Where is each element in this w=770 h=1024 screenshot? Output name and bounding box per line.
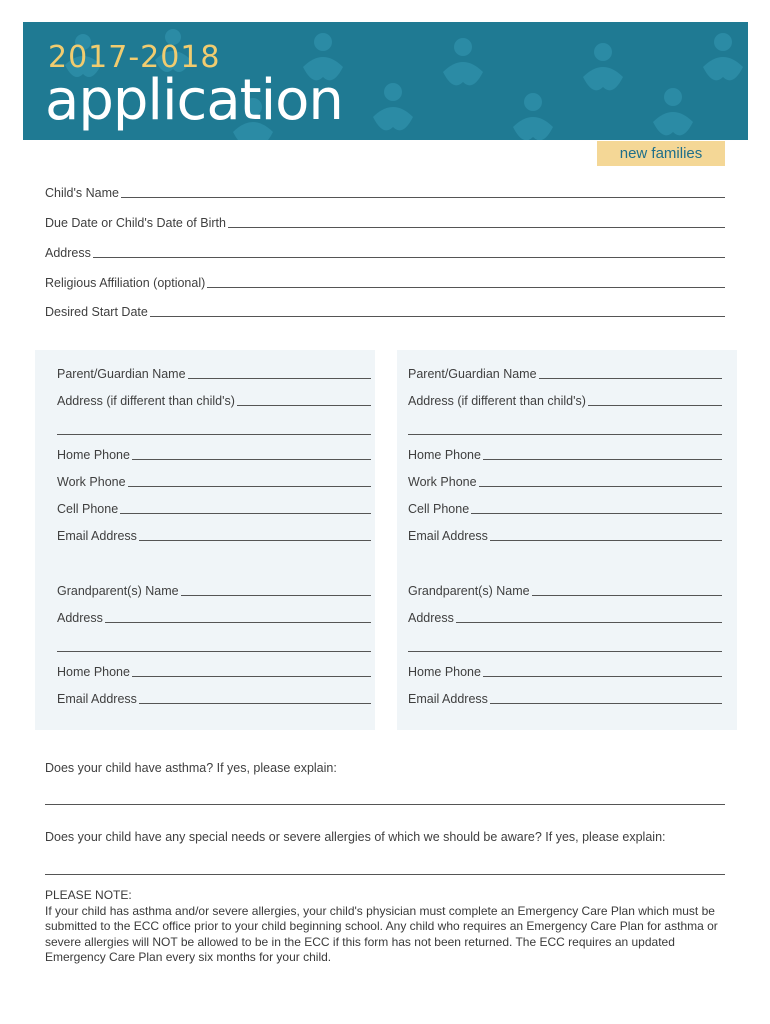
parent-guardian-name-field[interactable] <box>57 367 371 381</box>
school-year: 2017-2018 <box>48 40 221 75</box>
fill-line[interactable] <box>479 486 722 487</box>
field-label: Grandparent(s) Name <box>57 584 179 598</box>
grandparent-home-phone-field[interactable] <box>408 665 722 679</box>
childs-name-field[interactable] <box>45 186 725 200</box>
fill-line[interactable] <box>237 405 371 406</box>
grandparent-email-field[interactable] <box>57 692 371 706</box>
grandparent-name-field[interactable] <box>57 584 371 598</box>
field-label: Address <box>408 611 454 625</box>
parent-guardian-name-field[interactable] <box>408 367 722 381</box>
grandparent-address-line-2[interactable] <box>408 638 722 654</box>
field-label: Address <box>45 246 91 260</box>
field-label: Address (if different than child's) <box>57 394 235 408</box>
field-label: Cell Phone <box>57 502 119 516</box>
email-address-field[interactable] <box>57 529 371 543</box>
field-label: Address (if different than child's) <box>408 394 586 408</box>
fill-line[interactable] <box>139 540 371 541</box>
fill-line[interactable] <box>456 622 722 623</box>
fill-line[interactable] <box>139 703 371 704</box>
fill-line[interactable] <box>490 703 722 704</box>
field-label: Email Address <box>408 529 488 543</box>
fill-line[interactable] <box>57 434 371 435</box>
fill-line[interactable] <box>128 486 371 487</box>
fill-line[interactable] <box>132 676 371 677</box>
parent-address-field[interactable] <box>57 394 371 408</box>
parent-address-line-2[interactable] <box>408 421 722 437</box>
grandparent-address-field[interactable] <box>57 611 371 625</box>
field-label: Parent/Guardian Name <box>57 367 186 381</box>
field-label: Religious Affiliation (optional) <box>45 276 206 290</box>
fill-line[interactable] <box>408 651 722 652</box>
fill-line[interactable] <box>57 651 371 652</box>
guardian-panel-2 <box>397 350 737 730</box>
field-label: Email Address <box>57 529 137 543</box>
grandparent-address-line-2[interactable] <box>57 638 371 654</box>
fill-line[interactable] <box>121 197 725 198</box>
parent-address-line-2[interactable] <box>57 421 371 437</box>
field-label: Grandparent(s) Name <box>408 584 530 598</box>
fill-line[interactable] <box>188 378 371 379</box>
field-label: Child's Name <box>45 186 119 200</box>
fill-line[interactable] <box>532 595 722 596</box>
asthma-answer-line[interactable] <box>45 804 725 805</box>
cell-phone-field[interactable] <box>57 502 371 516</box>
fill-line[interactable] <box>105 622 371 623</box>
field-label: Parent/Guardian Name <box>408 367 537 381</box>
grandparent-address-field[interactable] <box>408 611 722 625</box>
fill-line[interactable] <box>93 257 725 258</box>
note-heading: PLEASE NOTE: <box>45 888 132 902</box>
field-label: Cell Phone <box>408 502 470 516</box>
fill-line[interactable] <box>588 405 722 406</box>
cell-phone-field[interactable] <box>408 502 722 516</box>
asthma-question: Does your child have asthma? If yes, please explain: <box>45 761 337 775</box>
email-address-field[interactable] <box>408 529 722 543</box>
special-needs-answer-line[interactable] <box>45 874 725 875</box>
fill-line[interactable] <box>471 513 722 514</box>
fill-line[interactable] <box>539 378 722 379</box>
field-label: Due Date or Child's Date of Birth <box>45 216 226 230</box>
new-families-badge: new families <box>597 141 725 166</box>
fill-line[interactable] <box>228 227 725 228</box>
field-label: Address <box>57 611 103 625</box>
fill-line[interactable] <box>181 595 371 596</box>
fill-line[interactable] <box>207 287 725 288</box>
date-of-birth-field[interactable] <box>45 216 725 230</box>
fill-line[interactable] <box>150 316 725 317</box>
parent-address-field[interactable] <box>408 394 722 408</box>
grandparent-home-phone-field[interactable] <box>57 665 371 679</box>
religious-affiliation-field[interactable] <box>45 276 725 290</box>
note-body: If your child has asthma and/or severe allergies, your child's physician must complete an Emergency Care Plan which must be submitted to the ECC office prior to your child beginning school. Any child who requires an Emergency Care Plan for asthma or severe allergies will NOT be allowed to be in the ECC if this form has not been returned. The ECC requires an updated Emergency Care Plan every six months for your child. <box>45 903 718 964</box>
fill-line[interactable] <box>490 540 722 541</box>
field-label: Work Phone <box>57 475 126 489</box>
grandparent-email-field[interactable] <box>408 692 722 706</box>
field-label: Home Phone <box>57 665 130 679</box>
work-phone-field[interactable] <box>57 475 371 489</box>
please-note-section <box>45 888 735 966</box>
fill-line[interactable] <box>483 676 722 677</box>
field-label: Desired Start Date <box>45 305 148 319</box>
home-phone-field[interactable] <box>408 448 722 462</box>
field-label: Home Phone <box>57 448 130 462</box>
fill-line[interactable] <box>132 459 371 460</box>
home-phone-field[interactable] <box>57 448 371 462</box>
grandparent-name-field[interactable] <box>408 584 722 598</box>
field-label: Work Phone <box>408 475 477 489</box>
field-label: Home Phone <box>408 448 481 462</box>
address-field[interactable] <box>45 246 725 260</box>
field-label: Email Address <box>408 692 488 706</box>
guardian-panel-1 <box>35 350 375 730</box>
page-title: application <box>45 68 343 133</box>
desired-start-date-field[interactable] <box>45 305 725 319</box>
fill-line[interactable] <box>120 513 371 514</box>
field-label: Home Phone <box>408 665 481 679</box>
fill-line[interactable] <box>408 434 722 435</box>
special-needs-question: Does your child have any special needs or severe allergies of which we should be aware? If yes, please explain: <box>45 830 666 844</box>
work-phone-field[interactable] <box>408 475 722 489</box>
field-label: Email Address <box>57 692 137 706</box>
header-banner <box>23 22 748 140</box>
fill-line[interactable] <box>483 459 722 460</box>
